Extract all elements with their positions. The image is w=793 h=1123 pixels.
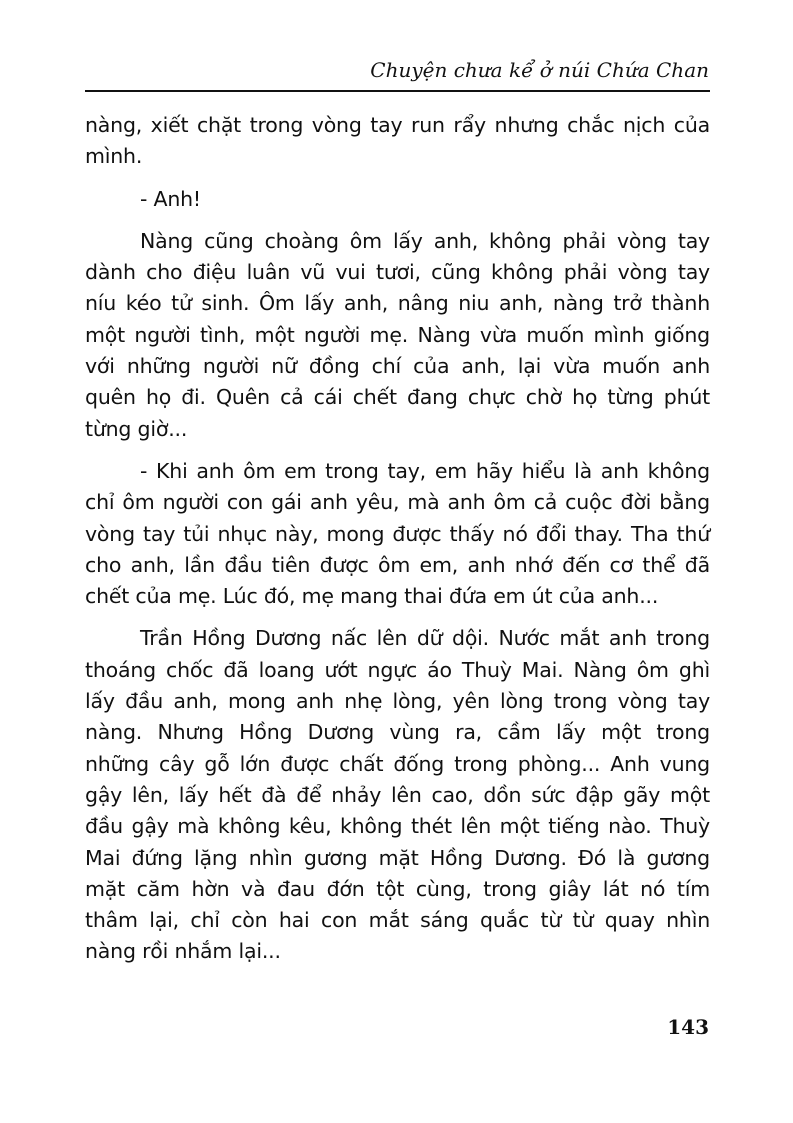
text-line: từng giờ... [85,416,188,441]
text-line: đầu gậy mà không kêu, không thét lên một tiếng nào. Thuỳ [85,814,710,839]
text-line: thoáng chốc đã loang ướt ngực áo Thuỳ Mai. Nàng ôm ghì [85,657,710,682]
text-line: - Khi anh ôm em trong tay, em hãy hiểu là anh không [140,458,710,483]
text-line: lấy đầu anh, mong anh nhẹ lòng, yên lòng trong vòng tay [85,689,710,714]
paragraph [85,110,710,173]
text-line: Mai đứng lặng nhìn gương mặt Hồng Dương. Đó là gương [85,845,710,870]
text-line: cho anh, lần đầu tiên được ôm em, anh nhớ đến cơ thể đã [85,552,710,577]
running-title: Chuyện chưa kể ở núi Chứa Chan [370,58,709,82]
text-line: nàng. Nhưng Hồng Dương vùng ra, cầm lấy một trong [85,720,710,745]
text-line: thâm lại, chỉ còn hai con mắt sáng quắc từ từ quay nhìn [85,908,710,933]
text-line: chỉ ôm người con gái anh yêu, mà anh ôm cả cuộc đời bằng [85,490,710,515]
paragraph [85,623,710,967]
text-line: mình. [85,144,143,169]
text-line: - Anh! [140,186,201,211]
text-line: dành cho điệu luân vũ vui tươi, cũng không phải vòng tay [85,260,710,285]
text-line: mặt căm hờn và đau đớn tột cùng, trong giây lát nó tím [85,876,710,901]
text-line: nàng, xiết chặt trong vòng tay run rẩy nhưng chắc nịch của [85,113,710,137]
page-number: 143 [667,1015,709,1039]
text-line: nàng rồi nhắm lại... [85,939,281,964]
header-rule [85,90,710,92]
text-line: Nàng cũng choàng ôm lấy anh, không phải vòng tay [140,228,710,253]
text-line: một người tình, một người mẹ. Nàng vừa muốn mình giống [85,322,710,347]
body-text [85,110,710,979]
text-line: chết của mẹ. Lúc đó, mẹ mang thai đứa em út của anh... [85,584,659,609]
text-line: quên họ đi. Quên cả cái chết đang chực chờ họ từng phút [85,385,710,410]
text-line: níu kéo tử sinh. Ôm lấy anh, nâng niu anh, nàng trở thành [85,291,710,316]
text-line: những cây gỗ lớn được chất đống trong phòng... Anh vung [85,751,710,776]
text-line: với những người nữ đồng chí của anh, lại vừa muốn anh [85,354,710,379]
text-line: gậy lên, lấy hết đà để nhảy lên cao, dồn sức đập gãy một [85,782,710,807]
text-line: vòng tay tủi nhục này, mong được thấy nó đổi thay. Tha thứ [85,521,710,546]
paragraph [85,456,710,612]
text-line: Trần Hồng Dương nấc lên dữ dội. Nước mắt anh trong [140,626,710,651]
paragraph [85,226,710,445]
paragraph [85,184,710,215]
